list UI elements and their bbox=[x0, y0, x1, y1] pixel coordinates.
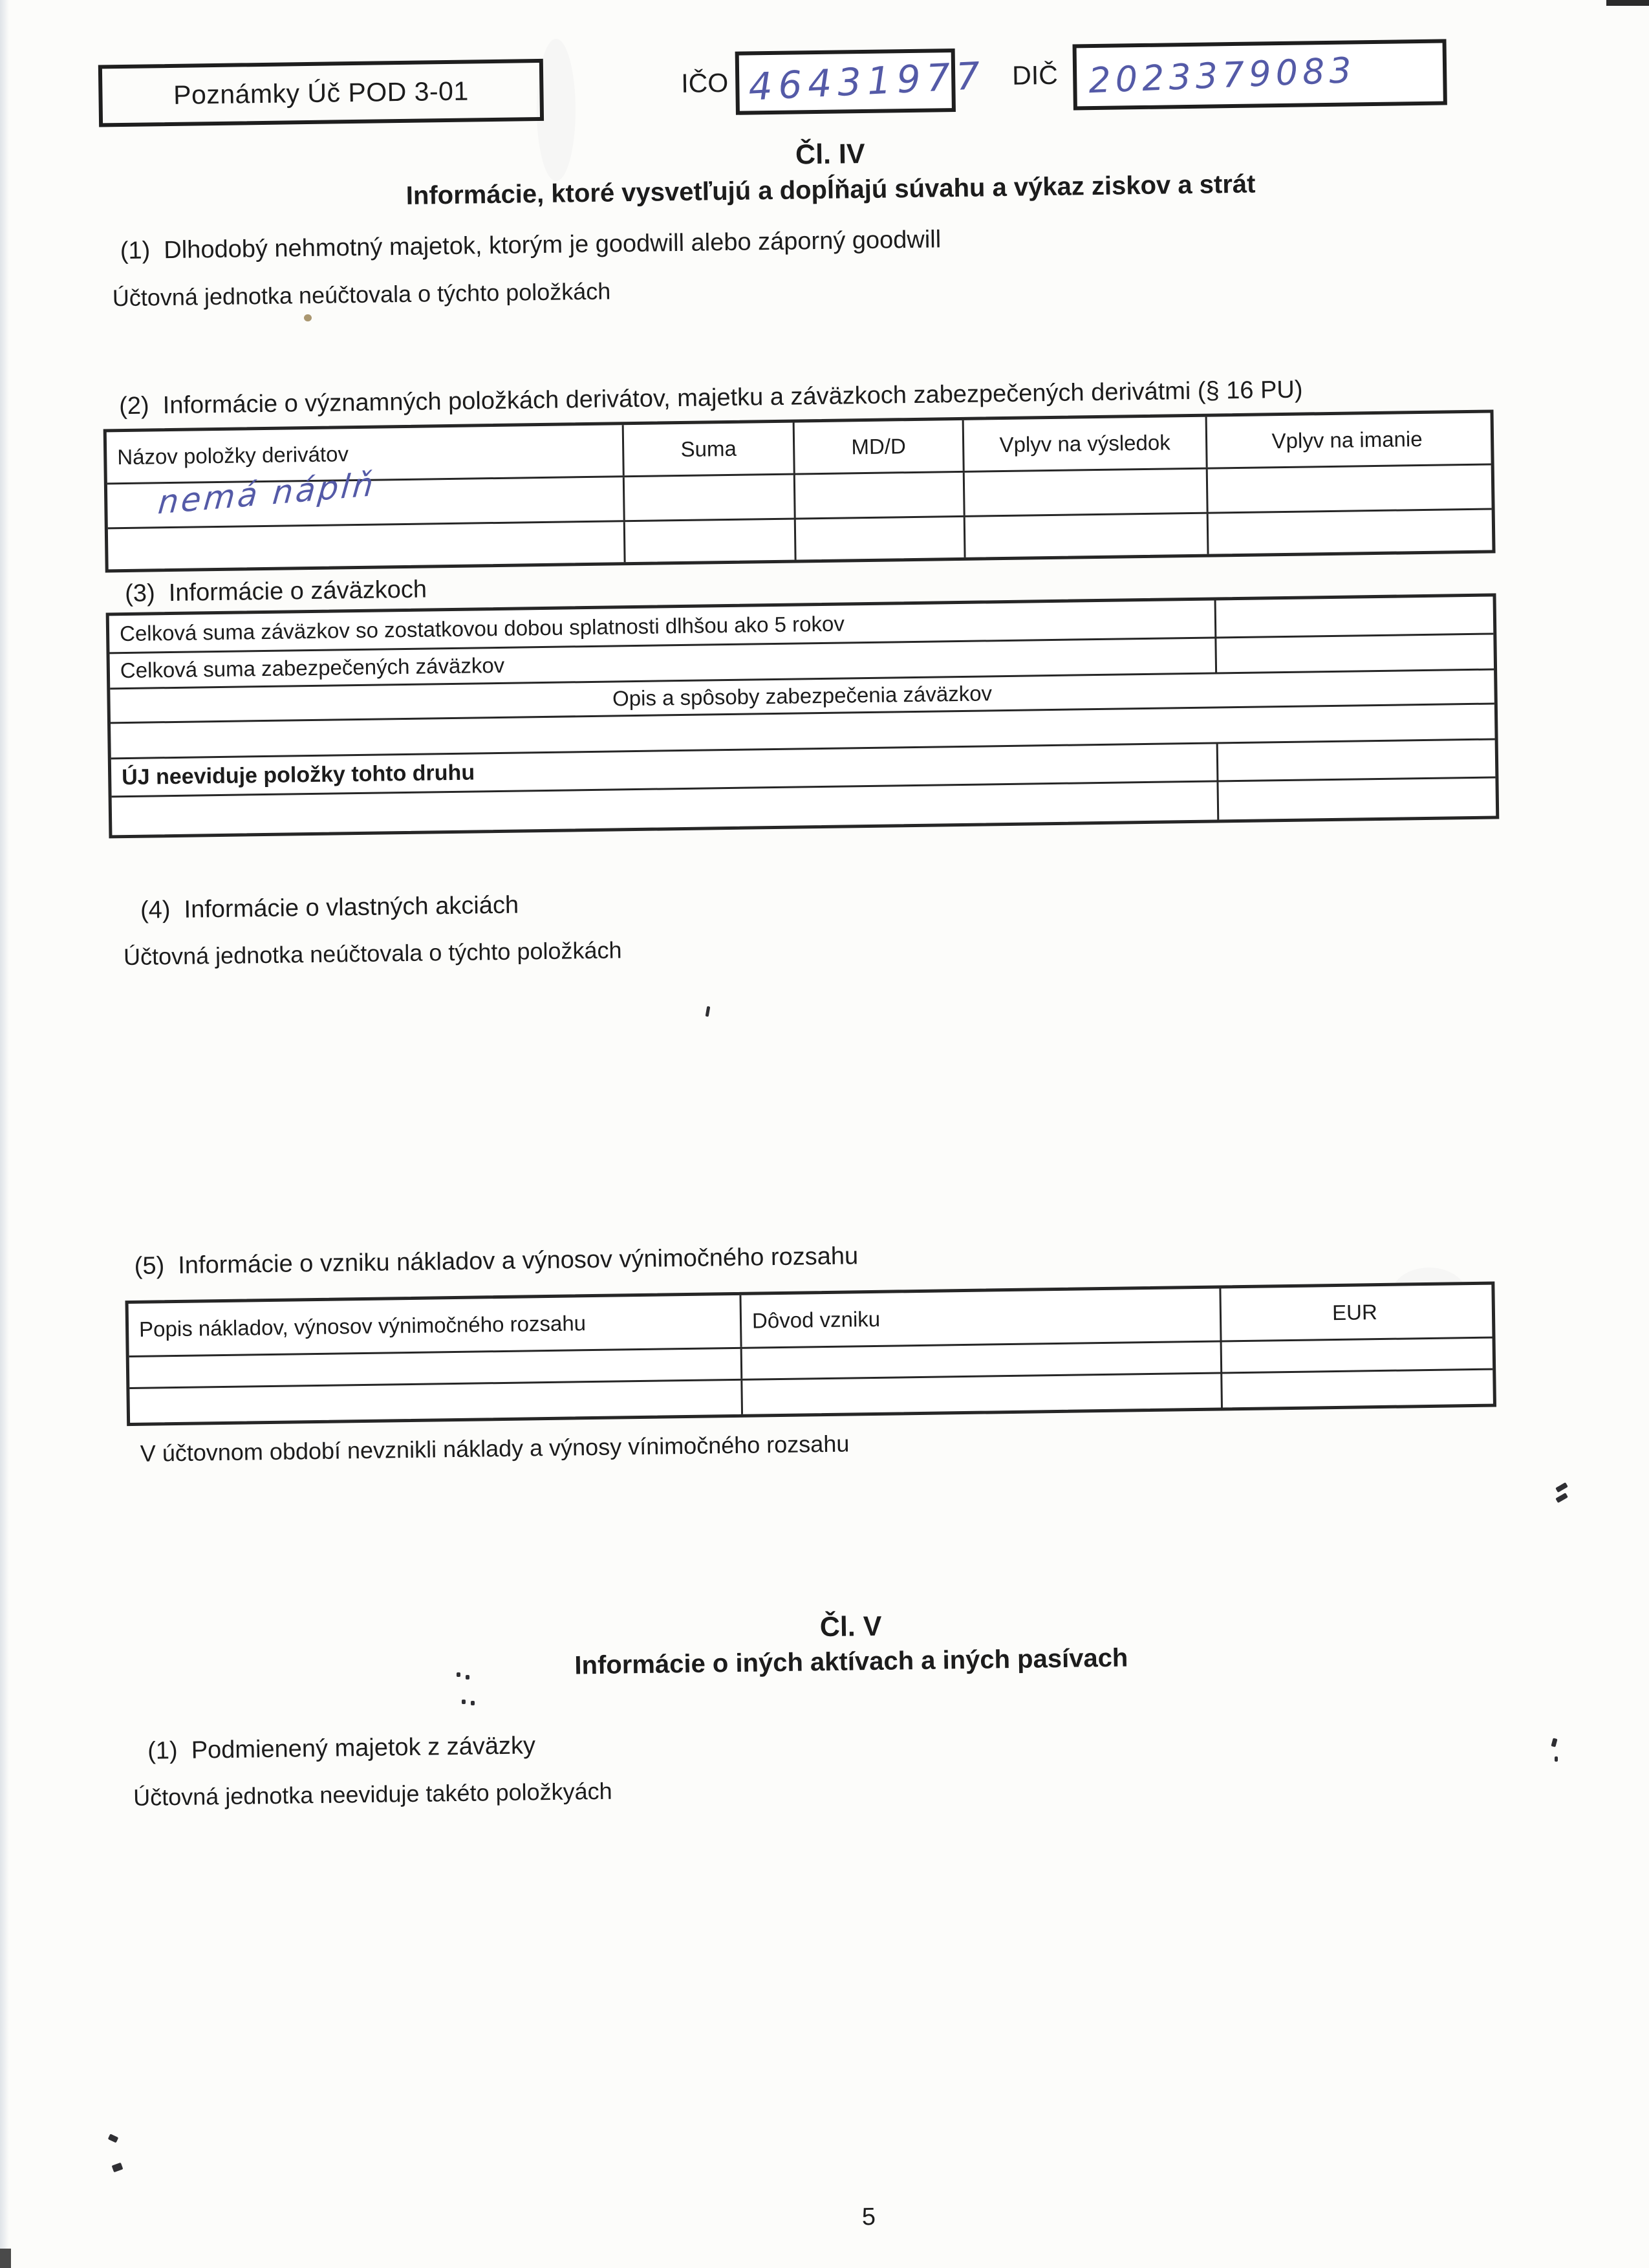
dic-handwritten-value: 2023379083 bbox=[1088, 49, 1357, 101]
liabilities-row3-label: Opis a spôsoby zabezpečenia záväzkov bbox=[612, 681, 993, 711]
article4-subheading: Informácie, ktoré vysvetľujú a dopĺňajú súvahu a výkaz ziskov a strát bbox=[405, 169, 1256, 210]
derivatives-col-vysledok: Vplyv na výsledok bbox=[964, 417, 1208, 471]
pen-mark bbox=[457, 1672, 460, 1677]
section1-note: Účtovná jednotka neúčtovala o týchto položkách bbox=[112, 277, 611, 312]
empty-cell bbox=[625, 520, 797, 563]
derivatives-handwritten-entry: nemá náplň bbox=[156, 465, 378, 522]
article5-section1-title: (1) Podmienený majetok z záväzky bbox=[147, 1732, 536, 1765]
liabilities-row1-label: Celková suma záväzkov so zostatkovou dobou splatnosti dlhšou ako 5 rokov bbox=[109, 600, 1217, 652]
costs-table bbox=[125, 1282, 1496, 1427]
article4-heading: Čl. IV bbox=[795, 138, 865, 171]
derivatives-col-suma: Suma bbox=[624, 423, 795, 476]
section5-title: (5) Informácie o vzniku nákladov a výnosov výnimočného rozsahu bbox=[134, 1242, 859, 1280]
ico-field bbox=[735, 49, 987, 115]
empty-cell bbox=[965, 470, 1209, 515]
scan-edge-mark-bottom-left bbox=[0, 2249, 11, 2268]
liabilities-row2-label: Celková suma zabezpečených záväzkov bbox=[110, 638, 1218, 687]
article5-section1-note: Účtovná jednotka neeviduje takéto položkyách bbox=[133, 1777, 612, 1811]
section4-title: (4) Informácie o vlastných akciách bbox=[140, 891, 519, 924]
liabilities-row5-label: ÚJ neeviduje položky tohto druhu bbox=[111, 744, 1219, 795]
dic-label: DIČ bbox=[1011, 59, 1059, 91]
empty-cell bbox=[1209, 510, 1489, 554]
derivatives-col-mdd: MD/D bbox=[795, 420, 965, 473]
empty-cell bbox=[796, 517, 966, 560]
ico-handwritten-value: 46431977 bbox=[747, 53, 987, 109]
dic-field bbox=[1073, 39, 1447, 110]
page-number: 5 bbox=[861, 2203, 876, 2231]
liabilities-row2-value bbox=[1216, 635, 1490, 673]
form-title: Poznámky Úč POD 3-01 bbox=[173, 76, 469, 110]
section1-title: (1) Dlhodobý nehmotný majetok, ktorým je goodwill alebo záporný goodwill bbox=[120, 226, 942, 265]
section3-title: (3) Informácie o záväzkoch bbox=[124, 576, 427, 608]
derivatives-col-name: Názov položky derivátov bbox=[107, 425, 625, 482]
scan-edge-mark-top-right bbox=[1606, 0, 1649, 6]
article5-subheading: Informácie o iných aktívach a iných pasívach bbox=[574, 1643, 1128, 1680]
section2-title: (2) Informácie o významných položkách derivátov, majetku a záväzkoch zabezpečených derivátmi (§ 16 PU) bbox=[118, 376, 1303, 420]
empty-cell bbox=[742, 1342, 1223, 1378]
pen-mark bbox=[1555, 1756, 1558, 1762]
pen-mark bbox=[462, 1700, 466, 1704]
empty-cell bbox=[1222, 1339, 1489, 1372]
empty-cell bbox=[965, 514, 1209, 557]
paper-speck bbox=[304, 314, 312, 321]
ico-label: IČO bbox=[680, 67, 729, 98]
empty-cell bbox=[625, 475, 796, 521]
liabilities-row1-value bbox=[1216, 597, 1490, 637]
section4-note: Účtovná jednotka neúčtovala o týchto položkách bbox=[123, 936, 622, 971]
liabilities-table bbox=[106, 593, 1500, 838]
empty-cell bbox=[795, 473, 965, 518]
costs-col-popis: Popis nákladov, výnosov výnimočného rozsahu bbox=[129, 1295, 742, 1355]
empty-cell bbox=[1218, 779, 1492, 820]
article5-heading: Čl. V bbox=[819, 1610, 882, 1643]
section5-note: V účtovnom období nevznikli náklady a výnosy vínimočného rozsahu bbox=[140, 1430, 850, 1467]
costs-col-dovod: Dôvod vzniku bbox=[741, 1288, 1222, 1346]
empty-cell bbox=[1222, 1370, 1489, 1408]
liabilities-row5-value bbox=[1218, 740, 1492, 781]
empty-cell bbox=[742, 1374, 1223, 1414]
form-title-box bbox=[98, 59, 544, 127]
empty-cell bbox=[1208, 466, 1488, 512]
derivatives-col-imanie: Vplyv na imanie bbox=[1271, 426, 1423, 453]
costs-col-eur: EUR bbox=[1331, 1300, 1378, 1325]
empty-cell bbox=[108, 522, 626, 569]
